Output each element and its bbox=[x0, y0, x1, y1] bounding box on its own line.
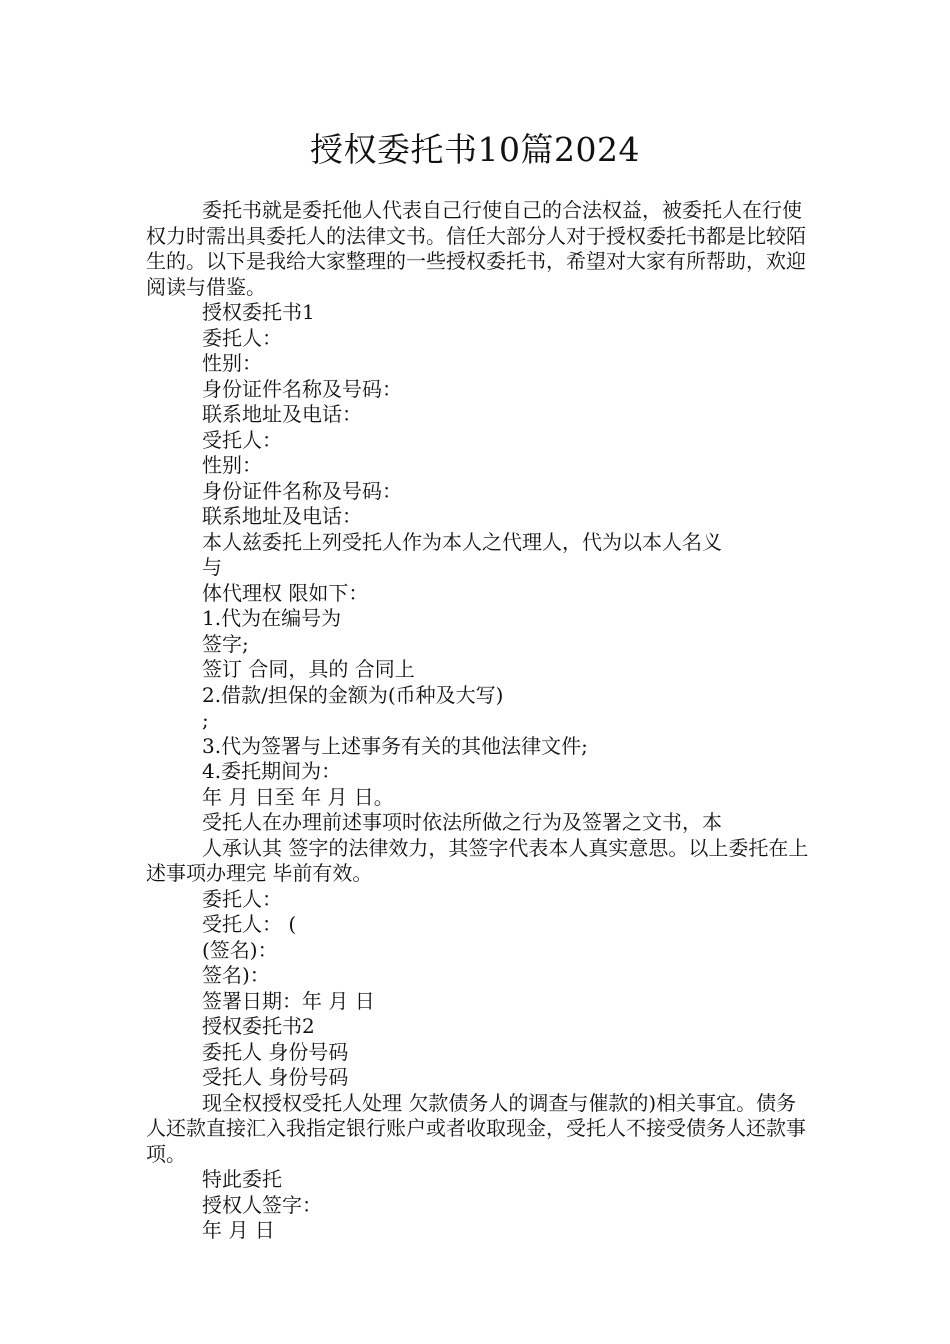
paragraph: 联系地址及电话： bbox=[202, 504, 362, 528]
document-title: 授权委托书10篇2024 bbox=[310, 130, 640, 169]
paragraph: 委托人： bbox=[202, 325, 282, 350]
paragraph: 本人兹委托上列受托人作为本人之代理人，代为以本人名义 bbox=[202, 529, 722, 554]
paragraph: 2.借款/担保的金额为(币种及大写) bbox=[202, 682, 504, 707]
paragraph: 受托人 身份号码 bbox=[202, 1065, 349, 1089]
paragraph: 签署日期：年 月 日 bbox=[202, 988, 375, 1013]
paragraph: 性别： bbox=[202, 453, 262, 477]
paragraph: 人承认其 签字的法律效力，其签字代表本人真实意思。以上委托在上述事项办理完 毕前有效。 bbox=[146, 835, 809, 885]
paragraph: 受托人： ( bbox=[202, 912, 297, 936]
paragraph: 授权委托书1 bbox=[202, 300, 315, 324]
paragraph: 委托书就是委托他人代表自己行使自己的合法权益，被委托人在行使权力时需出具委托人的法律文书。信任大部分人对于授权委托书都是比较陌生的。以下是我给大家整理的一些授权委托书，希望对大家有所帮助，欢迎阅读与借鉴。 bbox=[146, 198, 806, 299]
paragraph: 授权委托书2 bbox=[202, 1014, 315, 1038]
paragraph: 性别： bbox=[202, 351, 262, 375]
paragraph: 体代理权 限如下： bbox=[202, 580, 369, 605]
paragraph: 与 bbox=[202, 555, 222, 579]
paragraph: (签名)： bbox=[202, 937, 278, 962]
paragraph: 授权人签字： bbox=[202, 1192, 322, 1217]
paragraph: 4.委托期间为： bbox=[202, 759, 342, 783]
paragraph: 委托人： bbox=[202, 886, 282, 911]
paragraph: 1.代为在编号为 bbox=[202, 606, 342, 630]
paragraph: 年 月 日 bbox=[202, 1218, 275, 1242]
paragraph: 签字; bbox=[202, 631, 249, 656]
paragraph: 签名)： bbox=[202, 963, 270, 987]
paragraph: ; bbox=[202, 708, 209, 732]
paragraph: 身份证件名称及号码： bbox=[202, 478, 402, 503]
paragraph: 联系地址及电话： bbox=[202, 402, 362, 426]
paragraph: 3.代为签署与上述事务有关的其他法律文件; bbox=[202, 733, 588, 758]
paragraph: 身份证件名称及号码： bbox=[202, 376, 402, 401]
paragraph: 受托人在办理前述事项时依法所做之行为及签署之文书，本 bbox=[202, 810, 722, 834]
paragraph: 特此委托 bbox=[202, 1167, 282, 1191]
document-body bbox=[146, 198, 810, 1244]
paragraph: 现全权授权受托人处理 欠款债务人的调查与催款的)相关事宜。债务人还款直接汇入我指定银行账户或者收取现金，受托人不接受债务人还款事项。 bbox=[146, 1090, 806, 1166]
paragraph: 签订 合同，具的 合同上 bbox=[202, 657, 415, 681]
paragraph: 委托人 身份号码 bbox=[202, 1039, 349, 1064]
paragraph: 受托人： bbox=[202, 427, 282, 452]
paragraph: 年 月 日至 年 月 日。 bbox=[202, 784, 394, 809]
